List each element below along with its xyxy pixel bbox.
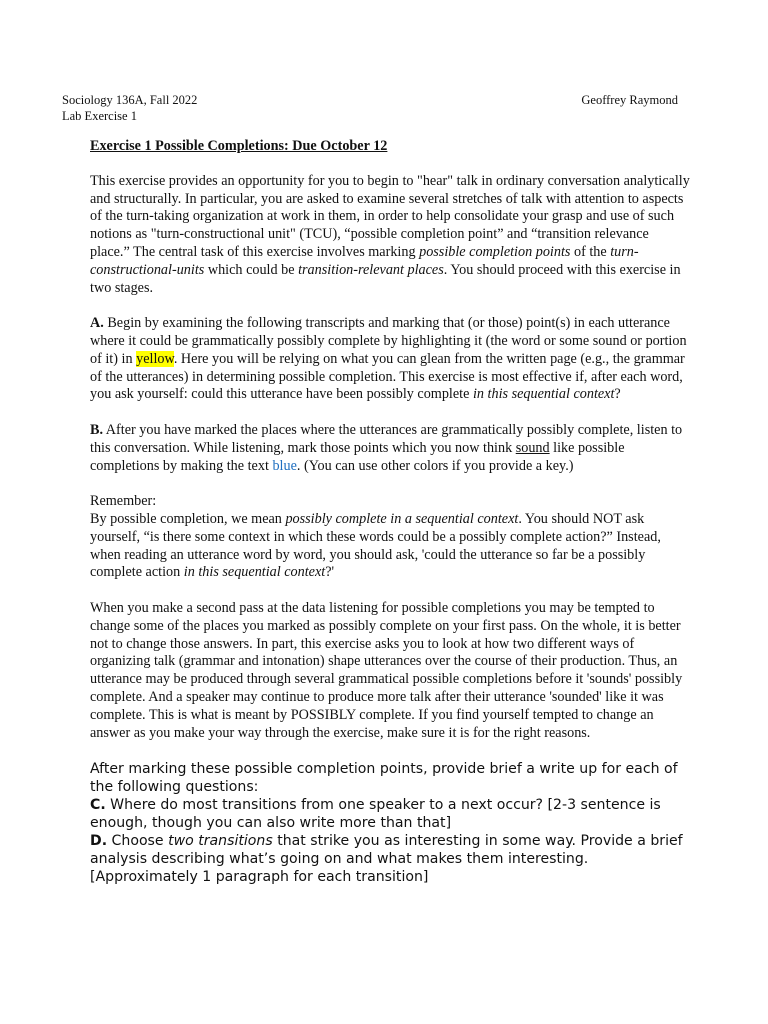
exercise-label: Lab Exercise 1 (62, 109, 137, 123)
intro-paragraph (90, 173, 690, 298)
part-b-paragraph (90, 422, 690, 475)
intro-text: which could be (204, 261, 299, 278)
part-a-emphasis: in this sequential context (472, 386, 615, 403)
question-d-text: Choose (107, 833, 169, 850)
questions-intro: After marking these possible completion points, provide brief a write up for each of the following questions: (90, 761, 678, 796)
part-a-label: A. (90, 315, 104, 332)
second-pass-paragraph: When you make a second pass at the data listening for possible completions you may be tempted to change some of the places you marked as possibly complete on your first pass. On the whole, it is better not to change those answers. In part, this exercise asks you to look at how two different ways of organizing talk (grammar and intonation) shape utterances over the course of their production. Thus, an utterance may be produced through several grammatical possible completions before it 'sounds' possibly complete. And a speaker may continue to produce more talk after their utterance 'sounded' like it was complete. This is what is meant by POSSIBLY complete. If you find yourself tempted to change an answer as you make your way through the exercise, make sure it is for the right reasons. (90, 599, 683, 741)
question-d (90, 832, 690, 886)
remember-emphasis: possibly complete in a sequential context (285, 510, 519, 527)
intro-emphasis: possible completion points (419, 243, 571, 260)
question-c (90, 796, 690, 832)
course-name: Sociology 136A, Fall 2022 (62, 93, 198, 107)
remember-text: ?' (325, 564, 335, 581)
intro-text: This exercise provides an opportunity for you to begin to "hear" talk in ordinary conversation analytically and structurally. In particular, you are asked to examine several stretches of talk with attention to aspects of the turn-taking organization at work in them, in order to help consolidate your grasp and use of such notions as "turn-constructional unit" (TCU), “possible completion point” and “transition relevance place.” The central task of this exercise involves marking (90, 172, 690, 260)
yellow-highlight: yellow (136, 350, 174, 367)
part-a-text: . Here you will be relying on what you can glean from the written page (e.g., the grammar of the utterances) in determining possible completion. This exercise is most effective if, after each word, you ask yourself: could this utterance have been possibly complete (90, 350, 685, 403)
question-c-label: C. (90, 797, 106, 814)
part-b-label: B. (90, 421, 104, 438)
author-name: Geoffrey Raymond (581, 93, 678, 107)
remember-text: By possible completion, we mean (90, 510, 286, 527)
intro-text: of the (570, 243, 611, 260)
header-left (62, 92, 197, 124)
part-b-text: like possible completions by making the text (90, 439, 625, 474)
question-d-emphasis: two transitions (168, 833, 273, 850)
blue-text: blue (272, 457, 297, 474)
document-title: Exercise 1 Possible Completions: Due October 12 (90, 138, 388, 154)
part-a-text: Begin by examining the following transcripts and marking that (or those) point(s) in each utterance where it could be grammatically possibly complete by highlighting it (the word or some sound or portion of it) in (90, 315, 687, 367)
document-body (90, 138, 690, 886)
question-d-text: that strike you as interesting in some way. Provide a brief analysis describing what’s going on and what makes them interesting. [Approximately 1 paragraph for each transition] (90, 833, 683, 886)
intro-emphasis: turn-constructional-units (90, 243, 639, 278)
intro-emphasis: transition-relevant places (298, 261, 444, 278)
questions-section (90, 760, 690, 886)
part-b-text: After you have marked the places where the utterances are grammatically possibly complete, listen to this conversation. While listening, mark those points which you now think (90, 421, 683, 456)
question-c-text: Where do most transitions from one speaker to a next occur? [2-3 sentence is enough, though you can also write more than that] (90, 797, 661, 832)
question-d-label: D. (90, 833, 108, 850)
part-a-paragraph (90, 315, 690, 404)
remember-heading: Remember: (90, 493, 157, 510)
part-b-text: . (You can use other colors if you provide a key.) (296, 457, 574, 474)
remember-emphasis: in this sequential context (183, 564, 326, 581)
underlined-word: sound (515, 439, 550, 456)
remember-paragraph (90, 493, 690, 582)
intro-text: . You should proceed with this exercise in two stages. (90, 261, 681, 296)
remember-text: . You should NOT ask yourself, “is there some context in which these words could be a possibly complete action?” Instead, when reading an utterance word by word, you should ask, 'could the utterance so far be a possibly complete action (90, 510, 661, 581)
part-a-text: ? (614, 386, 621, 403)
